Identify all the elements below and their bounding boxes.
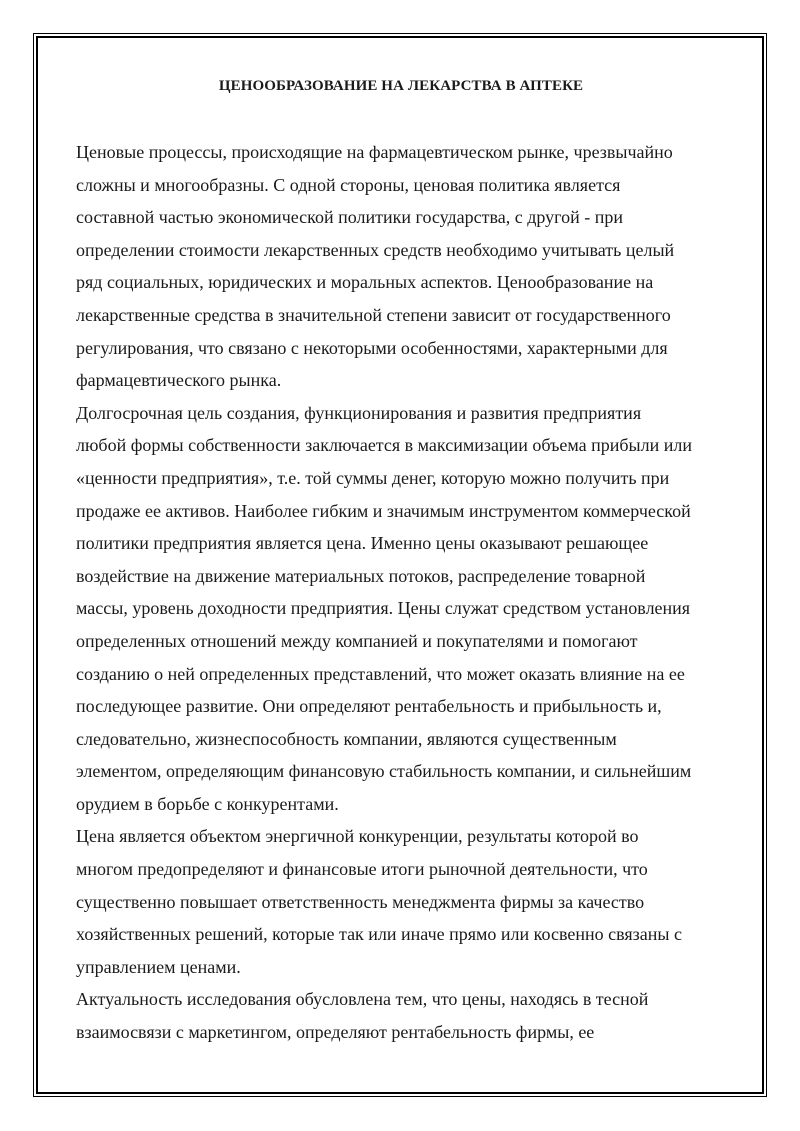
paragraph-2 bbox=[76, 397, 726, 821]
paragraph-line: созданию о ней определенных представлений, что может оказать влияние на ее bbox=[76, 663, 685, 684]
paragraph-line: фармацевтического рынка. bbox=[76, 370, 282, 391]
paragraph-line: элементом, определяющим финансовую стабильность компании, и сильнейшим bbox=[76, 761, 692, 782]
document-body bbox=[76, 136, 726, 1049]
paragraph-line: массы, уровень доходности предприятия. Цены служат средством установления bbox=[76, 598, 691, 619]
paragraph-line: регулирования, что связано с некоторыми особенностями, характерными для bbox=[76, 337, 668, 358]
paragraph-line: орудием в борьбе с конкурентами. bbox=[76, 793, 339, 814]
paragraph-1 bbox=[76, 136, 726, 397]
paragraph-line: лекарственные средства в значительной степени зависит от государственного bbox=[76, 304, 671, 325]
paragraph-line: любой формы собственности заключается в максимизации объема прибыли или bbox=[76, 435, 692, 456]
paragraph-line: сложны и многообразны. С одной стороны, ценовая политика является bbox=[76, 174, 621, 195]
paragraph-line: «ценности предприятия», т.е. той суммы денег, которую можно получить при bbox=[76, 467, 670, 488]
paragraph-line: воздействие на движение материальных потоков, распределение товарной bbox=[76, 565, 646, 586]
paragraph-line: определенных отношений между компанией и покупателями и помогают bbox=[76, 630, 638, 651]
paragraph-line: определении стоимости лекарственных средств необходимо учитывать целый bbox=[76, 239, 675, 260]
paragraph-line: составной частью экономической политики государства, с другой - при bbox=[76, 207, 624, 228]
paragraph-line: взаимосвязи с маркетингом, определяют рентабельность фирмы, ее bbox=[76, 1022, 595, 1043]
paragraph-line: Цена является объектом энергичной конкуренции, результаты которой во bbox=[76, 826, 639, 847]
paragraph-line: Актуальность исследования обусловлена тем, что цены, находясь в тесной bbox=[76, 989, 649, 1010]
paragraph-line: управлением ценами. bbox=[76, 956, 241, 977]
paragraph-line: многом предопределяют и финансовые итоги рыночной деятельности, что bbox=[76, 859, 648, 880]
paragraph-line: Долгосрочная цель создания, функционирования и развития предприятия bbox=[76, 402, 642, 423]
paragraph-line: Ценовые процессы, происходящие на фармацевтическом рынке, чрезвычайно bbox=[76, 142, 673, 162]
paragraph-line: продаже ее активов. Наиболее гибким и значимым инструментом коммерческой bbox=[76, 500, 691, 521]
document-content bbox=[76, 76, 726, 1049]
paragraph-line: последующее развитие. Они определяют рентабельность и прибыльность и, bbox=[76, 696, 662, 717]
document-title: ЦЕНООБРАЗОВАНИЕ НА ЛЕКАРСТВА В АПТЕКЕ bbox=[218, 78, 584, 94]
paragraph-line: хозяйственных решений, которые так или иначе прямо или косвенно связаны с bbox=[76, 924, 682, 945]
paragraph-line: ряд социальных, юридических и моральных аспектов. Ценообразование на bbox=[76, 272, 654, 293]
paragraph-line: политики предприятия является цена. Именно цены оказывают решающее bbox=[76, 533, 649, 554]
paragraph-4 bbox=[76, 983, 726, 1048]
paragraph-line: следовательно, жизнеспособность компании, являются существенным bbox=[76, 728, 617, 749]
paragraph-line: существенно повышает ответственность менеджмента фирмы за качество bbox=[76, 891, 645, 912]
paragraph-3 bbox=[76, 820, 726, 983]
